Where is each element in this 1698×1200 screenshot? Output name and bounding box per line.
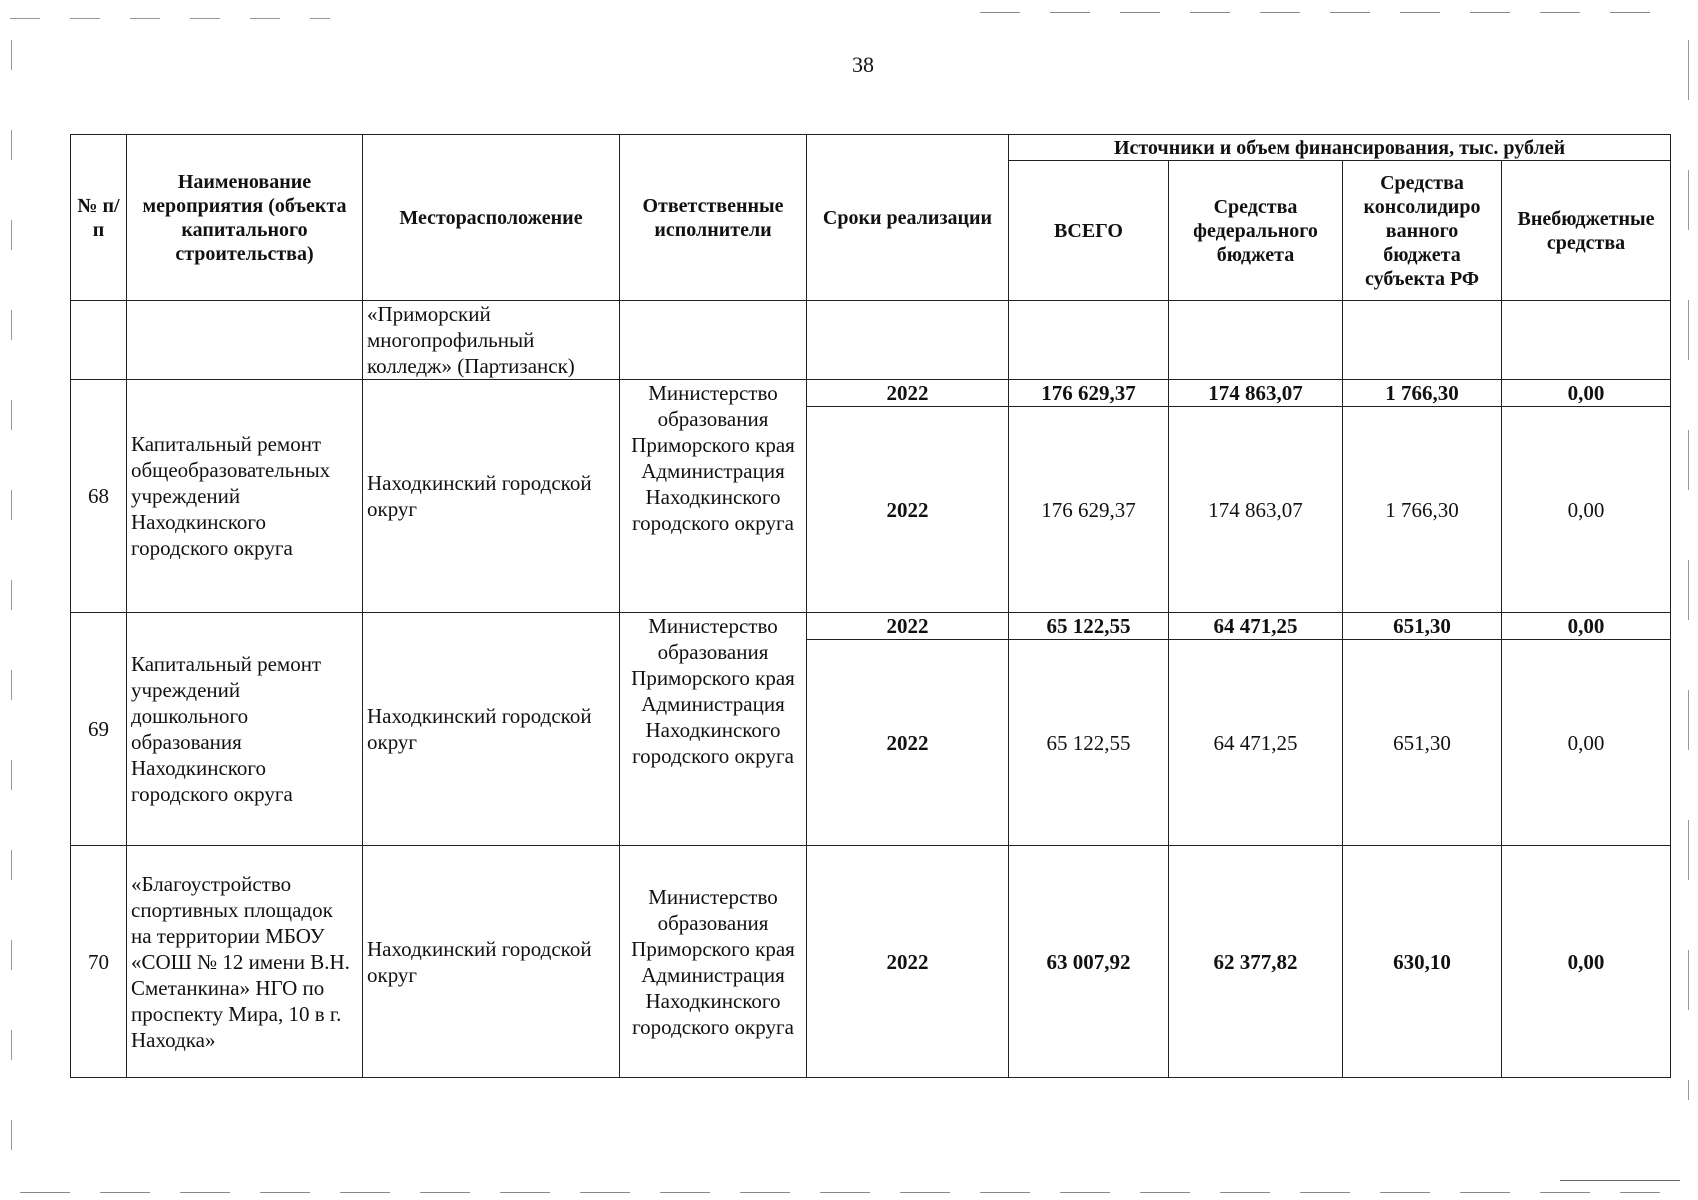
cell-total: 176 629,37: [1009, 407, 1169, 613]
cell-federal: 64 471,25: [1169, 640, 1343, 846]
cell-consolidated: 630,10: [1343, 846, 1502, 1078]
cell-year-summary: 2022: [807, 613, 1009, 640]
header-funding-group: Источники и объем финансирования, тыс. рублей: [1009, 135, 1671, 161]
cell-extra-summary: 0,00: [1502, 613, 1671, 640]
header-federal: Средства федерального бюджета: [1169, 161, 1343, 301]
cell-name: Капитальный ремонт общеобразовательных учреждений Находкинского городского округа: [127, 380, 363, 613]
cell-year: 2022: [807, 846, 1009, 1078]
header-executors: Ответственные исполнители: [620, 135, 807, 301]
cell-federal-summary: 174 863,07: [1169, 380, 1343, 407]
header-total: ВСЕГО: [1009, 161, 1169, 301]
header-consolidated: Средства консолидиро ванного бюджета субъекта РФ: [1343, 161, 1502, 301]
cell-total: 63 007,92: [1009, 846, 1169, 1078]
header-name: Наименование мероприятия (объекта капитального строительства): [127, 135, 363, 301]
cell-num: 70: [71, 846, 127, 1078]
cell-location: Находкинский городской округ: [363, 613, 620, 846]
cell-consolidated: 1 766,30: [1343, 407, 1502, 613]
cell-federal: 174 863,07: [1169, 407, 1343, 613]
cell-num: 69: [71, 613, 127, 846]
cell-total-summary: 176 629,37: [1009, 380, 1169, 407]
header-num: № п/п: [71, 135, 127, 301]
cell-federal: 62 377,82: [1169, 846, 1343, 1078]
cell-federal-summary: 64 471,25: [1169, 613, 1343, 640]
table-row-continuation: [71, 301, 1671, 380]
cell-extra: 0,00: [1502, 640, 1671, 846]
cell-executors: Министерство образования Приморского края Администрация Находкинского городского округа: [620, 613, 807, 846]
cell-extra: 0,00: [1502, 407, 1671, 613]
header-extrabudget: Внебюджетные средства: [1502, 161, 1671, 301]
cell-year: 2022: [807, 640, 1009, 846]
cell-total-summary: 65 122,55: [1009, 613, 1169, 640]
scan-edge-right: [1688, 40, 1689, 1100]
table-row: [71, 846, 1671, 1078]
cell-location: Находкинский городской округ: [363, 380, 620, 613]
cell-location: Находкинский городской округ: [363, 846, 620, 1078]
scan-edge-bottom: [20, 1192, 1660, 1193]
scan-edge-bottom-right: [1560, 1180, 1680, 1181]
cell-year-summary: 2022: [807, 380, 1009, 407]
cell-total: 65 122,55: [1009, 640, 1169, 846]
cell-consolidated-summary: 1 766,30: [1343, 380, 1502, 407]
cell-executors: Министерство образования Приморского края Администрация Находкинского городского округа: [620, 846, 807, 1078]
cell-extra: 0,00: [1502, 846, 1671, 1078]
scan-edge-top: [980, 12, 1680, 13]
cell-executors: Министерство образования Приморского края Администрация Находкинского городского округа: [620, 380, 807, 613]
financing-table: [70, 134, 1671, 1078]
page-number: 38: [852, 52, 874, 77]
cell-name: Капитальный ремонт учреждений дошкольного образования Находкинского городского округа: [127, 613, 363, 846]
header-location: Месторасположение: [363, 135, 620, 301]
cell-num: 68: [71, 380, 127, 613]
scan-edge-left: [11, 40, 12, 1180]
cell-name: «Благоустройство спортивных площадок на территории МБОУ «СОШ № 12 имени В.Н. Сметанкина» НГО по проспекту Мира, 10 в г. Находка»: [127, 846, 363, 1078]
header-terms: Сроки реализации: [807, 135, 1009, 301]
cell-consolidated: 651,30: [1343, 640, 1502, 846]
cell-location: «Приморский многопрофильный колледж» (Партизанск): [363, 301, 620, 380]
scan-edge-top-left: [10, 18, 330, 19]
cell-year: 2022: [807, 407, 1009, 613]
table-row: [71, 613, 1671, 640]
cell-extra-summary: 0,00: [1502, 380, 1671, 407]
table-row: [71, 380, 1671, 407]
cell-consolidated-summary: 651,30: [1343, 613, 1502, 640]
